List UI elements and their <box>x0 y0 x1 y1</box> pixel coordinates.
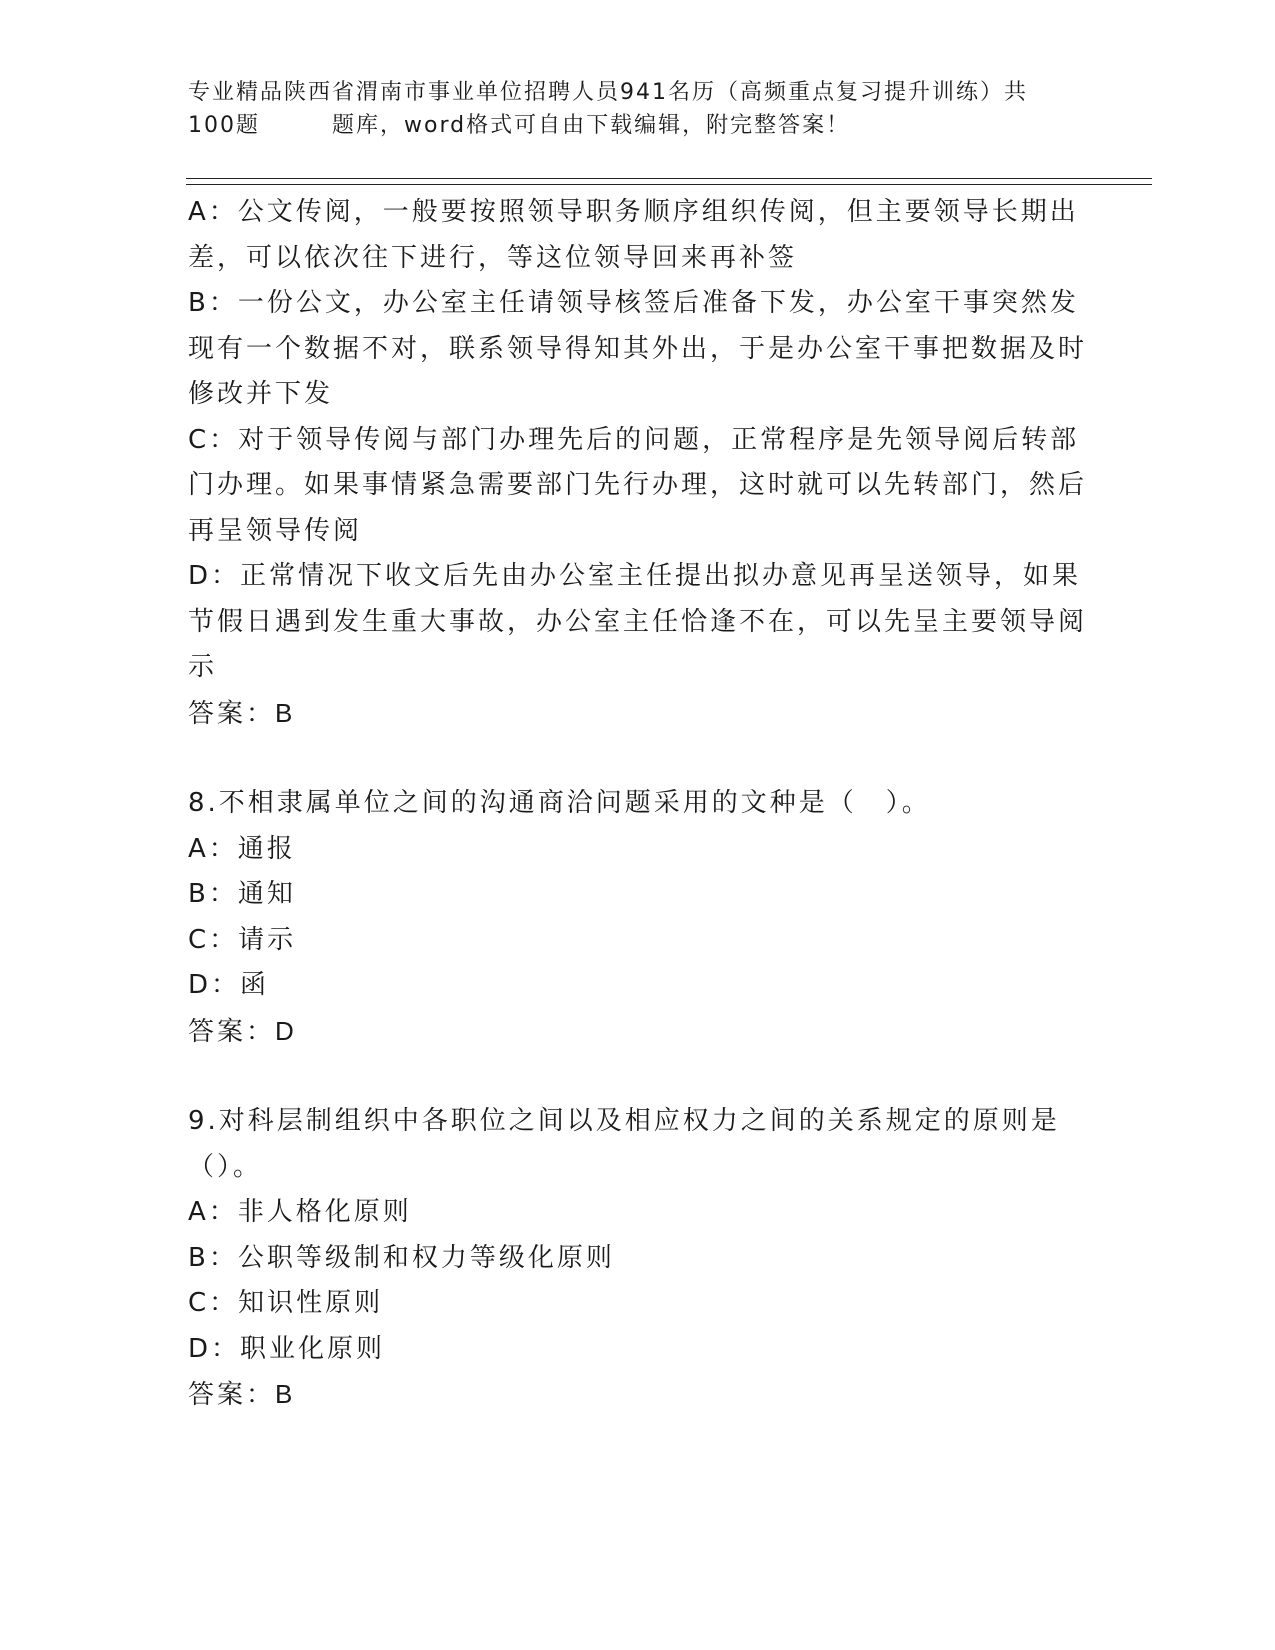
document-body <box>188 190 1088 1418</box>
option-c: C：对于领导传阅与部门办理先后的问题，正常程序是先领导阅后转部门办理。如果事情紧急需要部门先行办理，这时就可以先转部门，然后再呈领导传阅 <box>188 424 1088 546</box>
header-title-line-1: 专业精品陕西省渭南市事业单位招聘人员941名历（高频重点复习提升训练）共 <box>188 80 1028 105</box>
spacer <box>188 736 1088 781</box>
header-title-line-2: 100题 题库，word格式可自由下载编辑，附完整答案！ <box>188 113 851 138</box>
option-c: C：请示 <box>188 924 297 955</box>
question-text: 9.对科层制组织中各职位之间以及相应权力之间的关系规定的原则是（）。 <box>188 1106 1060 1182</box>
question-block-9 <box>188 1099 1088 1418</box>
option-b: B：一份公文，办公室主任请领导核签后准备下发，办公室干事突然发现有一个数据不对，联系领导得知其外出，于是办公室干事把数据及时修改并下发 <box>188 288 1088 409</box>
option-a: A：公文传阅，一般要按照领导职务顺序组织传阅，但主要领导长期出差，可以依次往下进行，等这位领导回来再补签 <box>188 197 1079 273</box>
answer-line: 答案：B <box>188 697 296 728</box>
option-b: B：公职等级制和权力等级化原则 <box>188 1242 615 1273</box>
option-c: C：知识性原则 <box>188 1288 384 1318</box>
option-a: A：通报 <box>188 833 296 864</box>
option-d: D：职业化原则 <box>188 1333 386 1364</box>
option-d: D：函 <box>188 970 270 1000</box>
answer-line: 答案：B <box>188 1379 296 1409</box>
spacer <box>188 1054 1088 1099</box>
question-text: 8.不相隶属单位之间的沟通商洽问题采用的文种是（ ）。 <box>188 788 931 818</box>
page-header <box>188 76 1068 142</box>
header-double-rule <box>186 178 1152 185</box>
question-block-7 <box>188 190 1088 736</box>
option-d: D：正常情况下收文后先由办公室主任提出拟办意见再呈送领导，如果节假日遇到发生重大事故，办公室主任恰逢不在，可以先呈主要领导阅示 <box>188 561 1088 682</box>
question-block-8 <box>188 781 1088 1054</box>
option-a: A：非人格化原则 <box>188 1197 412 1227</box>
answer-line: 答案：D <box>188 1015 297 1046</box>
option-b: B：通知 <box>188 879 296 909</box>
